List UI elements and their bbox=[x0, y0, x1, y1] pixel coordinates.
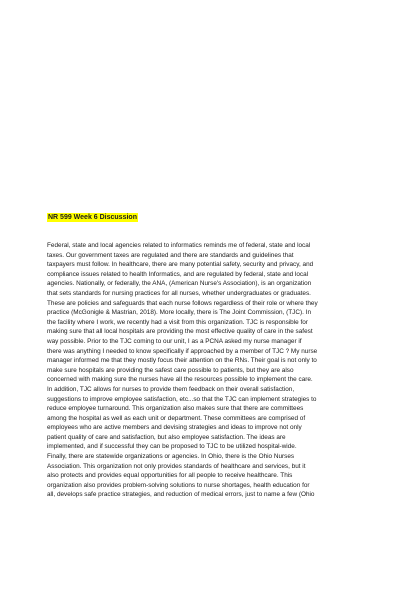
body-line: concerned with making sure the nurses have all the resources possible to implement the care. bbox=[47, 376, 313, 384]
body-line: also protects and provides equal opportunities for all people to receive healthcare. This bbox=[47, 472, 293, 480]
body-line: taxpayers must follow. In healthcare, there are many potential safety, security and privacy, and bbox=[47, 261, 314, 269]
body-line: practice (McGonigle & Mastrian, 2018). More locally, there is The Joint Commission, (TJC). In bbox=[47, 309, 311, 317]
body-line: Association. This organization not only provides standards of healthcare and services, but it bbox=[47, 462, 306, 470]
document-heading: NR 599 Week 6 Discussion bbox=[48, 214, 137, 221]
body-line: taxes. Our government taxes are regulated and there are standards and guidelines that bbox=[47, 251, 294, 259]
body-line: all, develops safe practice strategies, and reduction of medical errors, just to name a few (Ohio bbox=[47, 491, 315, 499]
body-line: way possible. Prior to the TJC coming to our unit, I as a PCNA asked my nurse manager if bbox=[47, 337, 302, 345]
body-line: there was anything I needed to know specifically if approached by a member of TJC ? My nurse bbox=[47, 347, 318, 355]
body-line: implemented, and if successful they can be proposed to TJC to be utilized hospital-wide. bbox=[47, 443, 297, 451]
body-line: compliance issues related to health Informatics, and are regulated by federal, state and local bbox=[47, 270, 309, 278]
body-line: the facility where I work, we recently had a visit from this organization. TJC is responsible for bbox=[47, 318, 308, 326]
body-line: These are policies and safeguards that each nurse follows regardless of their role or where they bbox=[47, 299, 318, 307]
body-line: patient quality of care and satisfaction, but also employee satisfaction. The ideas are bbox=[47, 433, 286, 441]
body-line: In addition, TJC allows for nurses to provide them feedback on their overall satisfaction, bbox=[47, 385, 295, 393]
body-line: reduce employee turnaround. This organization also makes sure that there are committees bbox=[47, 405, 304, 413]
body-line: manager informed me that they mostly focus their attention on the RNs. Their goal is not only to bbox=[47, 357, 317, 365]
body-line: organization also provides problem-solving solutions to nurse shortages, health education for bbox=[47, 481, 310, 489]
body-line: Federal, state and local agencies related to informatics reminds me of federal, state and local bbox=[47, 242, 311, 249]
body-line: making sure that all local hospitals are providing the most effective quality of care in the safest bbox=[47, 328, 313, 336]
body-line: suggestions to improve employee satisfaction, etc...so that the TJC can implement strategies to bbox=[47, 395, 317, 403]
body-line: make sure hospitals are providing the safest care possible to patients, but they are also bbox=[47, 366, 294, 374]
body-line: employees who are active members and devising strategies and ideas to improve not only bbox=[47, 424, 302, 432]
body-line: agencies. Nationally, or federally, the ANA, (American Nurse's Association), is an organization bbox=[47, 280, 312, 288]
document-body bbox=[47, 241, 377, 500]
body-line: Finally, there are statewide organizations or agencies. In Ohio, there is the Ohio Nurses bbox=[47, 453, 295, 461]
body-line: that sets standards for nursing practices for all nurses, whether undergraduates or graduates. bbox=[47, 289, 311, 297]
body-line: among the hospital as well as each unit or department. These committees are comprised of bbox=[47, 414, 306, 422]
